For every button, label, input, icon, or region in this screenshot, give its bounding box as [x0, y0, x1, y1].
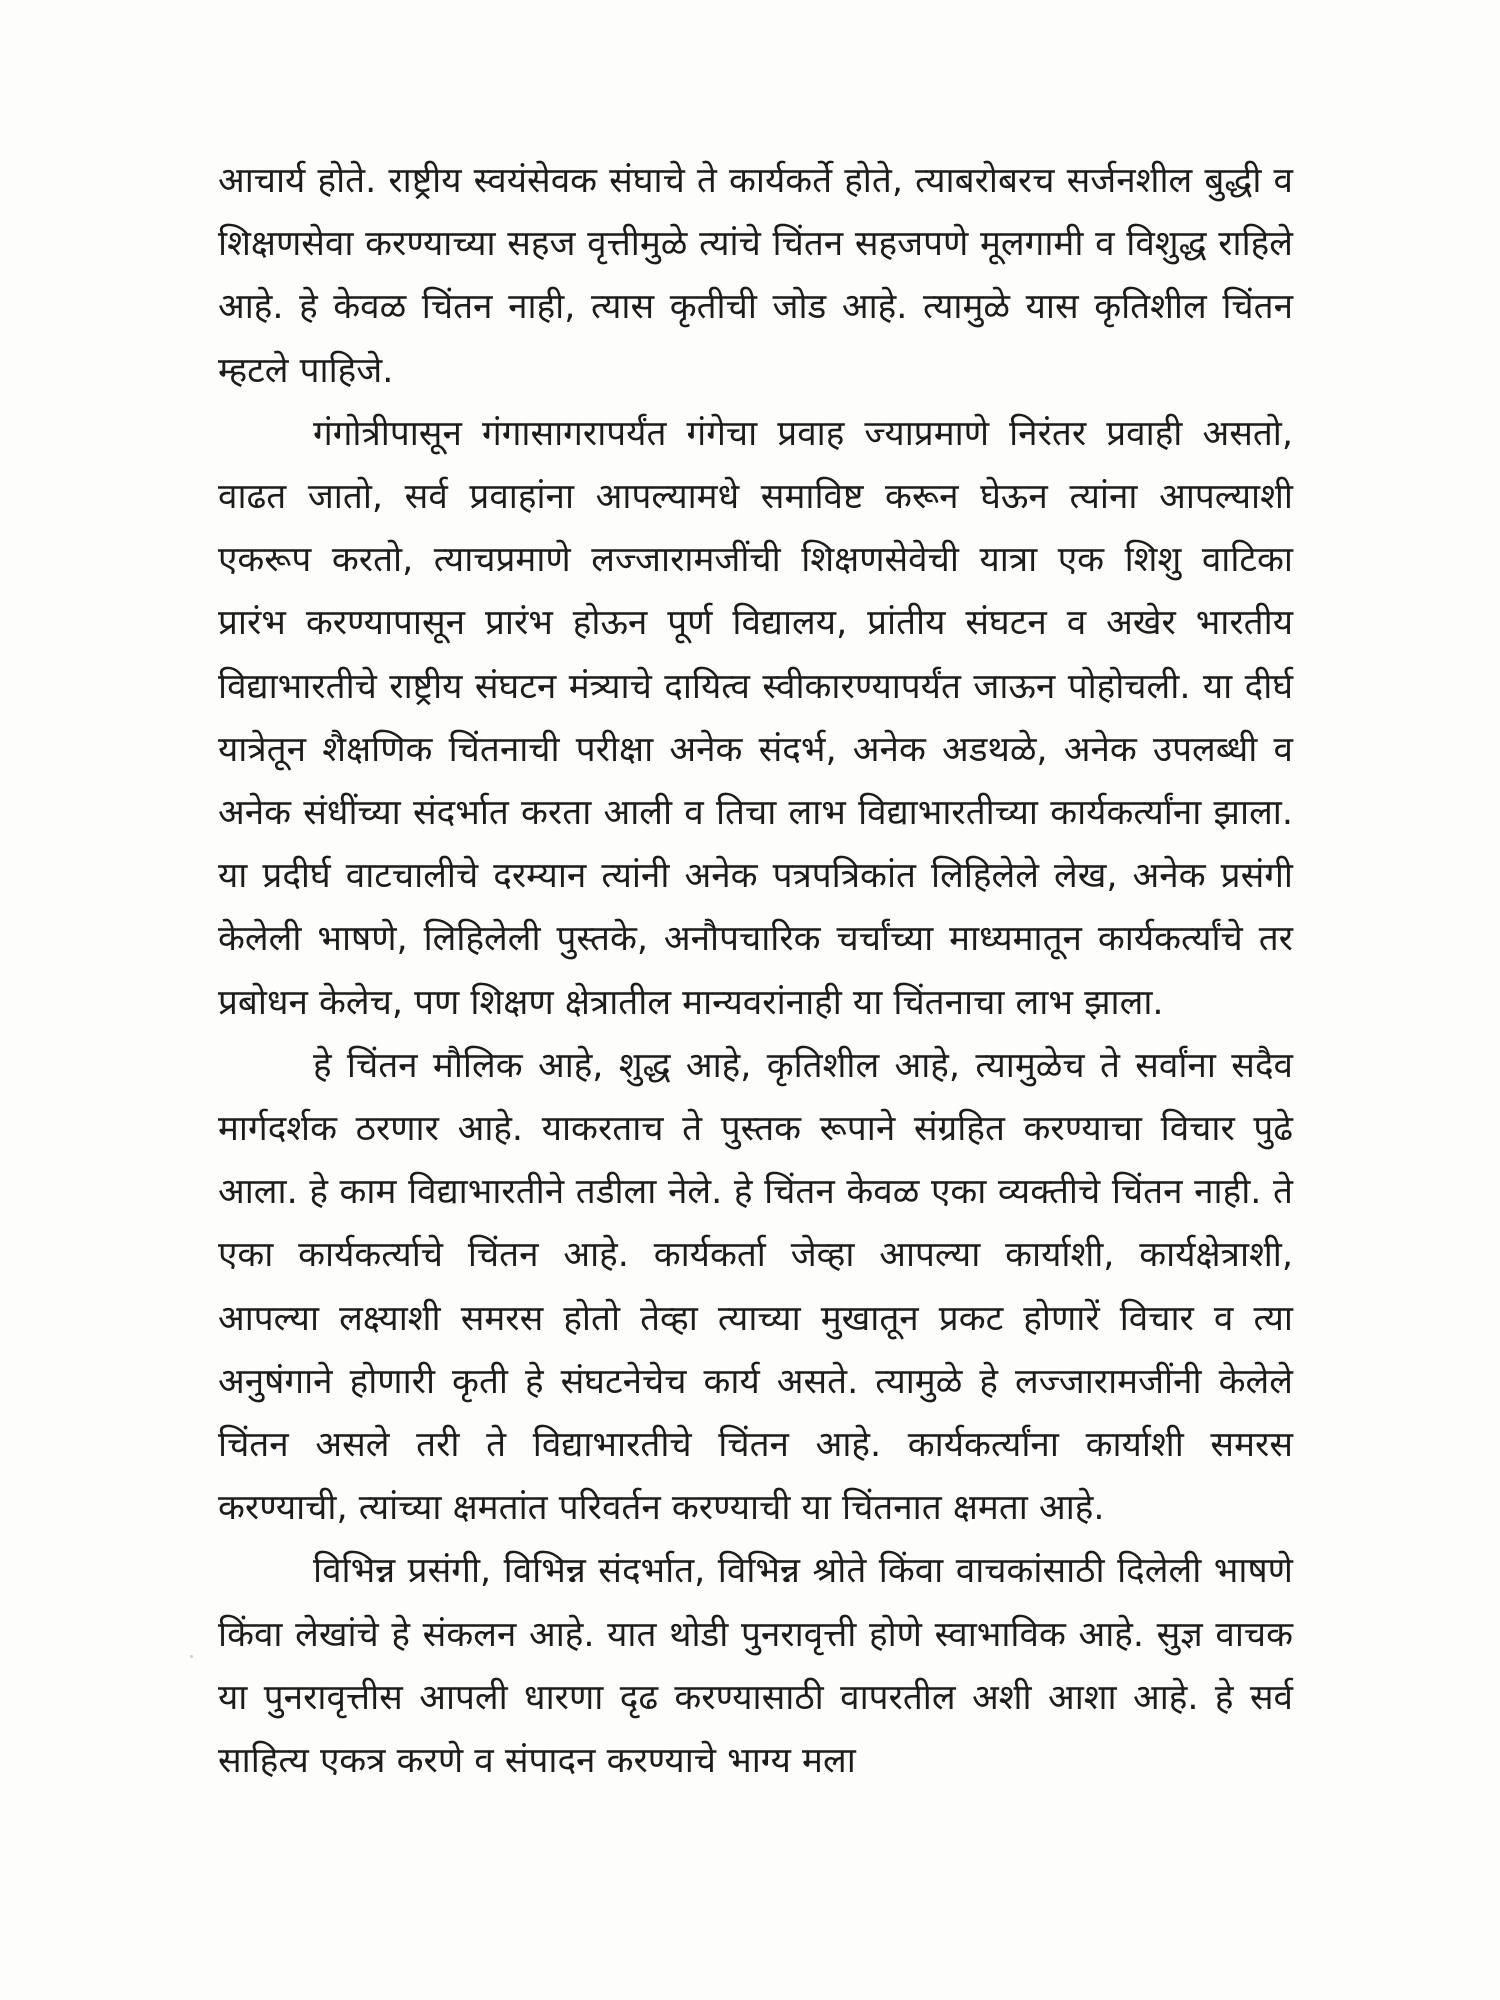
scan-speck — [190, 1655, 193, 1658]
body-text — [218, 150, 1293, 1793]
paragraph-ganga-flow: गंगोत्रीपासून गंगासागरापर्यंत गंगेचा प्रवाह ज्याप्रमाणे निरंतर प्रवाही असतो, वाढत जातो, सर्व प्रवाहांना आपल्यामधे समाविष्ट करून घेऊन त्यांना आपल्याशी एकरूप करतो, त्याचप्रमाणे लज्जारामजींची शिक्षणसेवेची यात्रा एक शिशु वाटिका प्रारंभ करण्यापासून प्रारंभ होऊन पूर्ण विद्यालय, प्रांतीय संघटन व अखेर भारतीय विद्याभारतीचे राष्ट्रीय संघटन मंत्र्याचे दायित्व स्वीकारण्यापर्यंत जाऊन पोहोचली. या दीर्घ यात्रेतून शैक्षणिक चिंतनाची परीक्षा अनेक संदर्भ, अनेक अडथळे, अनेक उपलब्धी व अनेक संधींच्या संदर्भात करता आली व तिचा लाभ विद्याभारतीच्या कार्यकर्त्यांना झाला. या प्रदीर्घ वाटचालीचे दरम्यान त्यांनी अनेक पत्रपत्रिकांत लिहिलेले लेख, अनेक प्रसंगी केलेली भाषणे, लिहिलेली पुस्तके, अनौपचारिक चर्चांच्या माध्यमातून कार्यकर्त्यांचे तर प्रबोधन केलेच, पण शिक्षण क्षेत्रातील मान्यवरांनाही या चिंतनाचा लाभ झाला. — [218, 413, 1293, 1023]
paragraph-original-thought: हे चिंतन मौलिक आहे, शुद्ध आहे, कृतिशील आहे, त्यामुळेच ते सर्वांना सदैव मार्गदर्शक ठरणार आहे. याकरताच ते पुस्तक रूपाने संग्रहित करण्याचा विचार पुढे आला. हे काम विद्याभारतीने तडीला नेले. हे चिंतन केवळ एका व्यक्तीचे चिंतन नाही. ते एका कार्यकर्त्याचे चिंतन आहे. कार्यकर्ता जेव्हा आपल्या कार्याशी, कार्यक्षेत्राशी, आपल्या लक्ष्याशी समरस होतो तेव्हा त्याच्या मुखातून प्रकट होणारें विचार व त्या अनुषंगाने होणारी कृती हे संघटनेचेच कार्य असते. त्यामुळे हे लज्जारामजींनी केलेले चिंतन असले तरी ते विद्याभारतीचे चिंतन आहे. कार्यकर्त्यांना कार्याशी समरस करण्याची, त्यांच्या क्षमतांत परिवर्तन करण्याची या चिंतनात क्षमता आहे. — [218, 1045, 1293, 1529]
paragraph-compilation: विभिन्न प्रसंगी, विभिन्न संदर्भात, विभिन्न श्रोते किंवा वाचकांसाठी दिलेली भाषणे किंवा लेखांचे हे संकलन आहे. यात थोडी पुनरावृत्ती होणे स्वाभाविक आहे. सुज्ञ वाचक या पुनरावृत्तीस आपली धारणा दृढ करण्यासाठी वापरतील अशी आशा आहे. हे सर्व साहित्य एकत्र करणे व संपादन करण्याचे भाग्य मला — [218, 1551, 1293, 1782]
paragraph-continuation: आचार्य होते. राष्ट्रीय स्वयंसेवक संघाचे ते कार्यकर्ते होते, त्याबरोबरच सर्जनशील बुद्धी व शिक्षणसेवा करण्याच्या सहज वृत्तीमुळे त्यांचे चिंतन सहजपणे मूलगामी व विशुद्ध राहिले आहे. हे केवळ चिंतन नाही, त्यास कृतीची जोड आहे. त्यामुळे यास कृतिशील चिंतन म्हटले पाहिजे. — [218, 161, 1293, 391]
